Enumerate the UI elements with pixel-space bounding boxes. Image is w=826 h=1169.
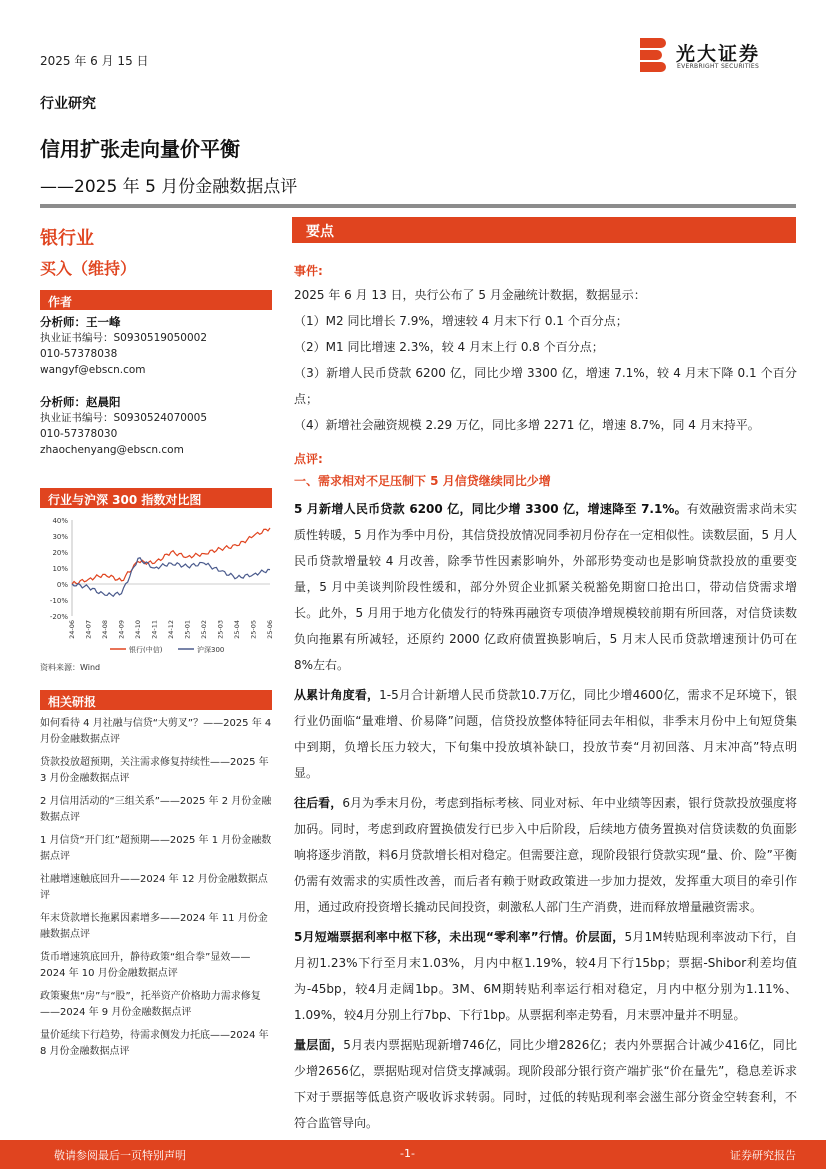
chart-source: 资料来源：Wind [40, 663, 101, 672]
report-type: 证券研究报告 [730, 1149, 796, 1162]
x-tick-label: 25-02 [200, 620, 208, 639]
related-report-link[interactable]: 量价延续下行趋势，待需求侧发力托底——2024 年 8 月份金融数据点评 [40, 1030, 269, 1057]
paragraph-lead: 从累计角度看， [294, 688, 380, 702]
series-line [72, 528, 270, 584]
y-tick-label: 30% [52, 533, 68, 541]
investment-rating: 买入（维持） [40, 259, 137, 278]
paragraph-lead: 往后看， [294, 796, 343, 810]
analysis-paragraph [294, 924, 797, 1028]
x-tick-label: 24-06 [68, 620, 76, 639]
x-tick-label: 24-07 [84, 620, 93, 639]
paragraph-text: 5月表内票据贴现新增746亿，同比少增2826亿；表内外票据合计减少416亿，同比少增2656亿，票据贴现对信贷支撑减弱。现阶段部分银行资产端扩张“价在量先”，稳息差诉求下对于票据等低息资产吸收诉求转弱。同时，过低的转贴现利率会滋生部分资金空转套利，不符合监管导向。 [294, 1038, 797, 1130]
disclaimer-link[interactable]: 敬请参阅最后一页特别声明 [54, 1149, 186, 1162]
y-tick-label: 10% [52, 565, 68, 573]
company-logo [640, 38, 790, 74]
related-report-link[interactable]: 贷款投放超预期，关注需求修复持续性——2025 年 3 月份金融数据点评 [40, 757, 269, 784]
x-tick-label: 25-01 [183, 620, 192, 639]
analyst-name: 分析师：王一峰 [40, 315, 121, 329]
logo-mark-icon [640, 38, 670, 72]
analysis-paragraph [294, 496, 797, 678]
analyst-cert: 执业证书编号：S0930524070005 [40, 412, 208, 424]
analyst-phone: 010-57378030 [40, 428, 118, 440]
analyst-cert: 执业证书编号：S0930519050002 [40, 332, 208, 344]
paragraph-text: 1-5月合计新增人民币贷款10.7万亿，同比少增4600亿，需求不足环境下，银行业仍面临“量难增、价易降”问题，信贷投放整体特征同去年相似，非季末月份中上旬短贷集中到期，负增长压力较大，下旬集中投放填补缺口，投放节奏“月初回落、月末冲高”特点明显。 [294, 688, 797, 780]
related-reports-list [40, 716, 274, 1067]
related-report-link[interactable]: 2 月信用活动的“三组关系”——2025 年 2 月份金融数据点评 [40, 796, 272, 823]
paragraph-text: 5月1M转贴现利率波动下行，自月初1.23%下行至月末1.03%，月内中枢1.19%，较4月下行15bp；票据-Shibor利差均值为-45bp，较4月走阔1bp。3M、6M期转贴利率运行相对稳定，月内中枢分别为1.11%、1.09%，较4月分别上行7bp、下行1bp。从票据利率走势看，月末票冲量并不明显。 [294, 930, 797, 1022]
header-divider [40, 204, 796, 208]
related-reports-header: 相关研报 [40, 690, 272, 710]
page-footer [0, 1140, 826, 1169]
paragraph-lead: 量层面， [294, 1038, 344, 1052]
analyst-email[interactable]: wangyf@ebscn.com [40, 364, 146, 376]
logo-name-en: EVERBRIGHT SECURITIES [677, 63, 760, 70]
event-item: （4）新增社会融资规模 2.29 万亿，同比多增 2271 亿，增速 8.7%，同 4 月末持平。 [294, 418, 760, 432]
y-tick-label: 40% [52, 517, 68, 525]
x-tick-label: 24-11 [150, 620, 159, 639]
analyst-card [40, 314, 272, 378]
keypoints-header: 要点 [292, 217, 796, 243]
paragraph-text: 6月为季末月份，考虑到指标考核、同业对标、年中业绩等因素，银行贷款投放强度将加码。同时，考虑到政府置换债发行已步入中后阶段，后续地方债务置换对信贷读数的负面影响将逐步消散，料6月贷款增长相对稳定。但需要注意，现阶段银行贷款实现“量、价、险”平衡仍需有效需求的实质性改善，而后者有赖于财政政策进一步加力提效，发挥重大项目的牵引作用，通过政府投资增长撬动民间投资，刺激私人部门生产消费，进而释放增量融资需求。 [294, 796, 797, 914]
authors-header: 作者 [40, 290, 272, 310]
x-tick-label: 25-04 [233, 620, 241, 639]
x-tick-label: 25-05 [249, 620, 258, 639]
event-item: （1）M2 同比增长 7.9%，增速较 4 月末下行 0.1 个百分点； [294, 314, 628, 328]
related-report-link[interactable]: 政策聚焦“房”与“股”，托举资产价格助力需求修复——2024 年 9 月份金融数据点评 [40, 991, 261, 1018]
x-tick-label: 24-08 [101, 620, 109, 639]
logo-name-cn: 光大证券 [676, 43, 761, 65]
comment-heading: 点评: [294, 452, 323, 466]
report-subtitle: ——2025 年 5 月份金融数据点评 [40, 177, 298, 197]
report-title: 信用扩张走向量价平衡 [40, 137, 240, 161]
page-number: -1- [400, 1147, 415, 1160]
event-intro: 2025 年 6 月 13 日，央行公布了 5 月金融统计数据，数据显示： [294, 288, 646, 302]
paragraph-text: 有效融资需求尚未实质性转暖，5 月作为季中月份，其信贷投放情况同季初月份存在一定相似性。读数层面，5 月人民币贷款增量较 4 月改善，除季节性因素影响外，外部形势变动也是影响贷款投放的重要变量，5 月中美谈判阶段性缓和，部分外贸企业抓紧关税豁免期窗口抢出口，带动信贷需求增长。此外，5 月用于地方化债发行的特殊再融资专项债净增规模较前期有所回落，对信贷读数负向拖累有所减轻，还原约 2000 亿政府债置换影响后，5 月末人民币贷款增速预计仍可在 8%左右。 [294, 502, 797, 672]
x-tick-label: 25-03 [216, 620, 225, 639]
y-tick-label: 20% [52, 549, 68, 557]
related-report-link[interactable]: 货币增速筑底回升，静待政策“组合拳”显效——2024 年 10 月份金融数据点评 [40, 952, 251, 979]
paragraph-lead: 5 月新增人民币贷款 6200 亿，同比少增 3300 亿，增速降至 7.1%。 [294, 502, 687, 516]
report-category: 行业研究 [40, 96, 96, 112]
analysis-paragraph [294, 1032, 797, 1136]
analyst-name: 分析师：赵晨阳 [40, 395, 121, 409]
analyst-phone: 010-57378038 [40, 348, 118, 360]
y-tick-label: 0% [56, 581, 68, 589]
event-heading: 事件: [294, 264, 323, 278]
x-tick-label: 25-06 [266, 620, 274, 639]
index-comparison-chart [40, 512, 276, 658]
report-body [294, 260, 797, 1136]
related-report-link[interactable]: 1 月信贷“开门红”超预期——2025 年 1 月份金融数据点评 [40, 835, 272, 862]
event-item: （3）新增人民币贷款 6200 亿，同比少增 3300 亿，增速 7.1%，较 4 月末下降 0.1 个百分点； [294, 366, 797, 406]
legend-label: 银行(中信) [129, 646, 163, 654]
x-tick-label: 24-12 [167, 620, 175, 639]
y-tick-label: -10% [49, 597, 68, 605]
chart-header: 行业与沪深 300 指数对比图 [40, 488, 272, 508]
related-report-link[interactable]: 年末贷款增长拖累因素增多——2024 年 11 月份金融数据点评 [40, 913, 268, 940]
x-tick-label: 24-09 [117, 620, 126, 639]
analysis-paragraph [294, 790, 797, 920]
paragraph-lead: 5月短端票据利率中枢下移，未出现“零利率”行情。价层面， [294, 930, 625, 944]
section-heading: 一、需求相对不足压制下 5 月信贷继续同比少增 [294, 474, 551, 488]
analyst-email[interactable]: zhaochenyang@ebscn.com [40, 444, 184, 456]
analysis-paragraph [294, 682, 797, 786]
y-tick-label: -20% [49, 613, 68, 621]
related-report-link[interactable]: 社融增速触底回升——2024 年 12 月份金融数据点评 [40, 874, 268, 901]
analyst-card [40, 394, 272, 458]
industry-name: 银行业 [40, 228, 94, 249]
event-item: （2）M1 同比增速 2.3%，较 4 月末上行 0.8 个百分点； [294, 340, 604, 354]
x-tick-label: 24-10 [134, 620, 142, 639]
report-date: 2025 年 6 月 15 日 [40, 54, 149, 68]
legend-label: 沪深300 [197, 646, 225, 654]
related-report-link[interactable]: 如何看待 4 月社融与信贷“大剪叉”？——2025 年 4 月份金融数据点评 [40, 718, 272, 745]
